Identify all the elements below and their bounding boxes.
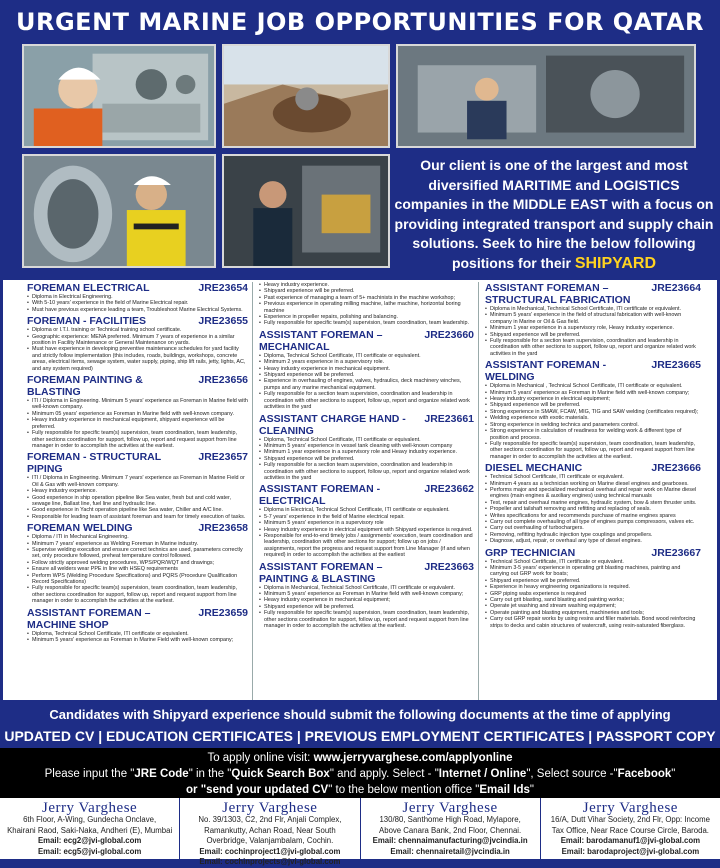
job-code: JRE23667 bbox=[651, 546, 701, 559]
office-email[interactable]: Email: chennaimanufacturing@jvcindia.in bbox=[372, 836, 528, 845]
requirement-item: • Strong experience in SMAW, FCAW, MIG, TIG and SAW welding (certificates required); bbox=[485, 409, 701, 415]
job-requirements bbox=[27, 398, 248, 449]
requirement-item: • Minimum 5 years' experience as Foreman in Marine Field with well-known company; bbox=[27, 637, 248, 643]
requirement-item: • Diploma in Electrical Engineering. bbox=[27, 294, 248, 300]
job-title: FOREMAN WELDING bbox=[27, 522, 133, 535]
office-address: Ramankutty, Achan Road, Near South bbox=[204, 825, 336, 835]
requirement-item: • Shipyard experience will be preferred. bbox=[259, 456, 474, 462]
candidate-requirements bbox=[0, 700, 720, 748]
office-address: Khairani Raod, Saki-Naka, Andheri (E), Mumbai bbox=[7, 825, 173, 835]
job-code: JRE23666 bbox=[651, 462, 701, 475]
job-header bbox=[27, 374, 248, 398]
requirement-item: • Heavy industry experience. bbox=[259, 282, 474, 288]
brand-logo: Jerry Varghese bbox=[582, 800, 678, 816]
apply-url-link[interactable]: www.jerryvarghese.com/applyonline bbox=[313, 752, 513, 764]
requirement-item: • Minimum 05 years' experience as Foreman in Marine field with well-known company. bbox=[27, 411, 248, 417]
machinist-photo bbox=[222, 154, 390, 268]
job-listing bbox=[485, 282, 701, 357]
job-title: DIESEL MECHANIC bbox=[485, 462, 583, 475]
requirement-item: • Heavy industry experience in electrical equipment; bbox=[485, 396, 701, 402]
office-email[interactable]: Email: cochinprojects@jvi-global.com bbox=[199, 857, 341, 866]
requirement-item: • Minimum 2 years experience in a supervisory role. bbox=[259, 359, 474, 365]
job-column-1 bbox=[21, 282, 253, 700]
apply-text: " in the " bbox=[188, 768, 232, 780]
office-address: 6th Floor, A-Wing, Gundecha Onclave, bbox=[23, 815, 157, 824]
job-title: FOREMAN ELECTRICAL bbox=[27, 282, 150, 294]
job-requirements bbox=[259, 437, 474, 482]
job-requirements bbox=[27, 294, 248, 313]
requirement-item: • Diploma in Mechanical, Technical School Certificate, ITI certificate or equivalent. bbox=[259, 585, 474, 591]
job-listing bbox=[485, 547, 701, 629]
job-requirements bbox=[259, 507, 474, 558]
job-listing bbox=[27, 451, 248, 520]
job-title: FOREMAN PAINTING & BLASTING bbox=[27, 374, 143, 399]
job-header bbox=[259, 413, 474, 437]
requirement-item: • Heavy industry experience in mechanical equipment. bbox=[259, 366, 474, 372]
office-address: Above Canara Bank, 2nd Floor, Chennai. bbox=[379, 825, 522, 835]
job-requirements bbox=[485, 306, 701, 357]
job-header bbox=[27, 607, 248, 631]
requirement-item: • Minimum 4 years as a technician working on Marine diesel engines and gearboxes. bbox=[485, 481, 701, 487]
requirement-item: • GRP piping wabs experience is required bbox=[485, 591, 701, 597]
requirement-item: • Technical School Certificate, ITI certificate or equivalent. bbox=[485, 559, 701, 565]
requirement-item: • Minimum 5 years' experience as Foreman in Marine field with well-known company; bbox=[259, 591, 474, 597]
requirement-item: • Propeller and tailshaft removing and refitting and replacing of seals. bbox=[485, 506, 701, 512]
requirement-item: • Fully responsible for a section team supervision, coordination and leadership in coordination with other sections to support, follow up, report and organize related work activities in the yard bbox=[485, 338, 701, 357]
job-requirements bbox=[27, 631, 248, 644]
requirement-item: • Geographic experience: MENA preferred. Minimum 7 years of experience in a similar position in Facility Maintenance or General Maintenance on yards. bbox=[27, 334, 248, 347]
job-title: ASSISTANT CHARGE HAND - CLEANING bbox=[259, 412, 406, 437]
job-column-2 bbox=[253, 282, 479, 700]
office-cochin bbox=[180, 798, 360, 866]
job-listing bbox=[259, 561, 474, 630]
office-email[interactable]: Email: cochinproject1@jvi-global.com bbox=[199, 846, 341, 856]
requirement-item: • Fully responsible for specific team(s) supervision, team coordination, team leadership. bbox=[259, 320, 474, 326]
requirement-item: • Fully responsible for specific team(s) supervision, team coordination, team leadership, other sections coordination for support, follow up, report and request support from line manager in order to accomplish the activities at the earliest. bbox=[27, 585, 248, 604]
requirement-item: • Diploma, Technical School Certificate, ITI certificate or equivalent. bbox=[259, 437, 474, 443]
requirement-item: • Strong experience in welding technics and parameters control. bbox=[485, 422, 701, 428]
job-code: JRE23662 bbox=[424, 483, 474, 496]
apply-prefix: To apply online visit: bbox=[207, 752, 314, 764]
requirement-item: • Diploma in Mechanical, Technical School Certificate, ITI certificate or equivalent. bbox=[485, 306, 701, 312]
job-code: JRE23663 bbox=[424, 560, 474, 573]
requirement-item: • Minimum 1 year experience in a supervisory role and Heavy industry experience. bbox=[259, 449, 474, 455]
requirement-item: • Carry out complete overhauling of all type of engines pumps compressors, valves etc. bbox=[485, 519, 701, 525]
job-column-3 bbox=[479, 282, 705, 700]
apply-emph: or " bbox=[186, 784, 207, 796]
job-header bbox=[27, 451, 248, 475]
documents-list: UPDATED CV | EDUCATION CERTIFICATES | PREVIOUS EMPLOYMENT CERTIFICATES | PASSPORT COPY bbox=[4, 728, 716, 744]
job-requirements bbox=[485, 383, 701, 460]
requirement-item: • ITI / Diploma in Engineering. Minimum 5 years' experience as Foreman in Marine field with well-known company. bbox=[27, 398, 248, 411]
welder-outdoor-photo bbox=[222, 44, 390, 148]
job-header bbox=[485, 282, 701, 306]
job-title: ASSISTANT FOREMAN – STRUCTURAL FABRICATION bbox=[485, 282, 631, 306]
requirement-item: • Minimum 5 years' experience in the field of structural fabrication with well-known company in Marine or Oil & Gas field. bbox=[485, 312, 701, 325]
requirement-item: • Follow strictly approved welding procedures, WPS/PQR/WQT and drawings; bbox=[27, 560, 248, 566]
requirement-item: • ITI / Diploma in Engineering. Minimum 7 years' experience as Foreman in Marine Field or Oil & Gas with well-known company. bbox=[27, 475, 248, 488]
engineer-control-panel-photo bbox=[22, 44, 216, 148]
job-listing bbox=[259, 329, 474, 411]
requirement-item: • Minimum 3-5 years' experience in operating grit blasting machines, painting and carrying out GRP work for boats; bbox=[485, 565, 701, 578]
requirement-item: • Diploma or I.T.I. training or Technical training school certificate. bbox=[27, 327, 248, 333]
page-title: URGENT MARINE JOB OPPORTUNITIES FOR QATAR bbox=[16, 8, 704, 36]
job-listing bbox=[259, 413, 474, 482]
job-requirements bbox=[27, 327, 248, 372]
job-header bbox=[27, 522, 248, 534]
office-address: Overbridge, Valanjambalam, Cochin. bbox=[206, 836, 334, 845]
requirement-item: • Experience in overhauling of engines, valves, hydraulics, deck machinery winches, pumps and any marine mechanical equipment. bbox=[259, 378, 474, 391]
intro-text bbox=[392, 156, 716, 273]
intro-highlight: SHIPYARD bbox=[574, 254, 657, 272]
office-address: No. 39/1303, C2, 2nd Flr, Anjali Complex, bbox=[198, 815, 342, 824]
job-code: JRE23665 bbox=[651, 359, 701, 372]
requirement-item: • Minimum 5 years' experience in a supervisory role bbox=[259, 520, 474, 526]
job-title: ASSISTANT FOREMAN – MACHINE SHOP bbox=[27, 606, 151, 631]
apply-text: " bbox=[529, 784, 534, 796]
job-code: JRE23656 bbox=[198, 374, 248, 387]
requirement-item: • Fully responsible for specific team(s) supervision, team coordination, team leadership, other sections coordination for support, follow up, report and request support from line manager in order to accomplish the activities at the earliest. bbox=[485, 441, 701, 460]
job-header bbox=[485, 359, 701, 383]
requirement-item: • Heavy industry experience in mechanical equipment, shipyard experience will be preferred. bbox=[27, 417, 248, 430]
apply-text: " bbox=[671, 768, 676, 780]
job-listing bbox=[485, 359, 701, 460]
requirement-item: • Minimum 1 year experience in a supervisory role, Heavy industry experience. bbox=[485, 325, 701, 331]
job-code: JRE23659 bbox=[198, 606, 248, 619]
header-banner bbox=[0, 0, 720, 280]
requirement-item: • Shipyard experience will be preferred. bbox=[485, 402, 701, 408]
job-header bbox=[485, 547, 701, 559]
job-header bbox=[259, 561, 474, 585]
requirement-item: • Shipyard experience will be preferred. bbox=[259, 604, 474, 610]
apply-text: ", Select source -" bbox=[526, 768, 618, 780]
requirement-item: • Ensure all welders wear PPE in line with HSEQ requirements bbox=[27, 566, 248, 572]
job-code: JRE23661 bbox=[424, 412, 474, 425]
job-listing bbox=[27, 522, 248, 604]
job-requirements bbox=[27, 534, 248, 604]
requirement-item: • Diploma, Technical School Certificate, ITI certificate or equivalent. bbox=[259, 353, 474, 359]
job-listing bbox=[259, 282, 474, 327]
job-title: ASSISTANT FOREMAN - ELECTRICAL bbox=[259, 483, 381, 508]
requirement-item: • Minimum 5 years' experience as Foreman in Marine field with well-known company; bbox=[485, 390, 701, 396]
requirement-item: • Operate jet washing and stream washing equipment; bbox=[485, 603, 701, 609]
requirement-item: • Shipyard experience will be preferred. bbox=[259, 372, 474, 378]
job-code: JRE23658 bbox=[198, 522, 248, 535]
requirement-item: • Fully responsible for a section team supervision, coordination and leadership in coordination with other sections to support, follow up, report and organize related work activities in the yard bbox=[259, 391, 474, 410]
requirement-item: • Operate painting and blasting equipment, machineries and tools; bbox=[485, 610, 701, 616]
apply-instructions bbox=[0, 748, 720, 798]
requirement-item: • Fully responsible for specific team(s) supervision, team coordination, team leadership, other sections coordination for support, follow up, report and request support from line manager in order to accomplish the activities at the earliest. bbox=[27, 430, 248, 449]
job-code: JRE23657 bbox=[198, 451, 248, 464]
job-listing bbox=[27, 315, 248, 372]
job-listing bbox=[27, 607, 248, 644]
office-email[interactable]: Email: barodaproject@jvi-global.com bbox=[561, 846, 700, 856]
office-address: 130/80, Santhome High Road, Mylapore, bbox=[379, 815, 521, 824]
office-address: Tax Office, Near Race Course Circle, Baroda. bbox=[551, 825, 709, 835]
requirement-item: • Supervise welding execution and ensure correct technics are used, parameters correctly set, only procedure followed, preheat temperature control followed. bbox=[27, 547, 248, 560]
office-chennai bbox=[361, 798, 541, 859]
job-code: JRE23654 bbox=[198, 282, 248, 294]
requirement-item: • Diploma in Mechanical , Technical School Certificate, ITI certificate or equivalent. bbox=[485, 383, 701, 389]
apply-emph: Quick Search Box bbox=[231, 768, 330, 780]
requirement-item: • Carry out GRP repair works by using resins and filler materials. Bond wood reinforcing strips to decks and cabin structures of watercraft, using resin-saturated fiberglass. bbox=[485, 616, 701, 629]
job-title: GRP TECHNICIAN bbox=[485, 546, 576, 559]
requirement-item: • Diploma / ITI in Mechanical Engineering. bbox=[27, 534, 248, 540]
intro-body: Our client is one of the largest and most diversified MARITIME and LOGISTICS companies in the MIDDLE EAST with a focus on providing integrated transport and supply chain solutions. Seek to hire the below following positions for their bbox=[394, 157, 714, 271]
requirement-item: • Carry out grit blasting, sand blasting and painting works; bbox=[485, 597, 701, 603]
apply-text: " and apply. Select - " bbox=[329, 768, 439, 780]
requirement-item: • Shipyard experience will be preferred. bbox=[259, 288, 474, 294]
requirement-item: • Must have experience in developing preventive maintenance schedules for yard facility and strictly follow implementation (this includes, roads, buildings, workshops, concrete areas, electrical items, sewage system, water supply, piping, ship lift rails, jetty, lights, AC, and any system required) bbox=[27, 346, 248, 372]
requirement-item: • Past experience of managing a team of 5+ machinists in the machine workshop; bbox=[259, 295, 474, 301]
job-code: JRE23655 bbox=[198, 315, 248, 328]
office-address: 16/A, Dutt Vihar Society, 2nd Flr, Opp: Income bbox=[550, 815, 710, 824]
office-email[interactable]: Email: ecg5@jvi-global.com bbox=[37, 846, 142, 856]
job-listing bbox=[485, 462, 701, 544]
job-header bbox=[259, 483, 474, 507]
requirement-item: • Fully responsible for a section team supervision, coordination and leadership in coordination with other sections to support, follow up, report and organize related work activities in the yard bbox=[259, 462, 474, 481]
requirement-item: • Minimum 5 years' experience in vessel tank cleaning with well-known company bbox=[259, 443, 474, 449]
requirement-item: • Test, repair and overhaul marine engines, hydraulic system, bow & stern thruster units. bbox=[485, 500, 701, 506]
office-email[interactable]: Email: barodamanuf1@jvi-global.com bbox=[560, 836, 701, 845]
brand-logo: Jerry Varghese bbox=[42, 800, 138, 816]
job-title: ASSISTANT FOREMAN - WELDING bbox=[485, 359, 607, 384]
job-header bbox=[485, 462, 701, 474]
apply-emph: send your updated CV bbox=[206, 784, 329, 796]
requirement-item: • With 5-10 years' experience in the field of Marine Electrical repair. bbox=[27, 300, 248, 306]
job-header bbox=[27, 282, 248, 294]
requirement-item: • Writes specifications for and recommends purchase of marine engines spares bbox=[485, 513, 701, 519]
apply-emph: Email Ids bbox=[479, 784, 530, 796]
office-email[interactable]: Email: chennairetail@jvcindia.in bbox=[390, 846, 510, 856]
office-mumbai bbox=[0, 798, 180, 859]
requirement-item: • Strong experience in calculation of readiness for welding work & different type of position and process. bbox=[485, 428, 701, 441]
job-title: FOREMAN - STRUCTURAL PIPING bbox=[27, 451, 161, 476]
job-listing bbox=[27, 282, 248, 313]
requirement-item: • Removing, refitting hydraulic injection type couplings and propellers. bbox=[485, 532, 701, 538]
requirement-item: • Technical School Certificate, ITI certificate or equivalent. bbox=[485, 474, 701, 480]
job-header bbox=[27, 315, 248, 327]
brand-logo: Jerry Varghese bbox=[222, 800, 318, 816]
job-requirements bbox=[27, 475, 248, 520]
job-listing bbox=[259, 483, 474, 558]
requirement-item: • Heavy industry experience in electrical equipment with Shipyard experience is required. bbox=[259, 527, 474, 533]
requirement-item: • Experience in heavy engineering organizations is required. bbox=[485, 584, 701, 590]
office-email[interactable]: Email: ecg2@jvi-global.com bbox=[37, 836, 142, 845]
requirement-item: • Experience in propeller repairs, polishing and balancing. bbox=[259, 314, 474, 320]
job-code: JRE23660 bbox=[424, 328, 474, 341]
requirement-item: • Diploma, Technical School Certificate, ITI certificate or equivalent. bbox=[27, 631, 248, 637]
job-requirements bbox=[485, 474, 701, 544]
apply-text: " to the below mention office " bbox=[328, 784, 480, 796]
requirement-item: • Must have previous experience leading a team, Troubleshoot Marine Electrical Systems. bbox=[27, 307, 248, 313]
job-requirements bbox=[259, 282, 474, 327]
apply-emph: Facebook bbox=[617, 768, 672, 780]
job-code: JRE23664 bbox=[651, 282, 701, 294]
requirement-item: • Minimum 7 years' experience as Welding Foreman in Marine industry. bbox=[27, 541, 248, 547]
job-title: FOREMAN - FACILITIES bbox=[27, 315, 146, 328]
job-requirements bbox=[259, 585, 474, 630]
requirement-item: • Good experience in Yacht operation pipeline like Sea water, Chiller and A/C line. bbox=[27, 507, 248, 513]
requirement-item: • Diploma in Electrical, Technical School Certificate, ITI certificate or equivalent. bbox=[259, 507, 474, 513]
job-title: ASSISTANT FOREMAN – MECHANICAL bbox=[259, 328, 383, 353]
requirement-item: • Diagnose, adjust, repair, or overhaul any type of diesel engines. bbox=[485, 538, 701, 544]
requirement-item: • Responsible for leading team of assistant foreman and team for timely execution of tasks. bbox=[27, 514, 248, 520]
requirement-item: • Heavy industry experience. bbox=[27, 488, 248, 494]
requirement-item: • Shipyard experience will be preferred. bbox=[485, 578, 701, 584]
engine-mechanic-photo bbox=[396, 44, 696, 148]
requirement-item: • Welding experience with exotic materials. bbox=[485, 415, 701, 421]
requirement-item: • Previous experience in operating milling machine, lathe machine, horizontal boring machine bbox=[259, 301, 474, 314]
office-addresses bbox=[0, 798, 720, 866]
apply-emph: JRE Code bbox=[134, 768, 189, 780]
job-header bbox=[259, 329, 474, 353]
requirement-item: • Carry out overhauling of turbochargers. bbox=[485, 525, 701, 531]
requirement-item: • 5-7 years' experience in the field of Marine electrical repair. bbox=[259, 514, 474, 520]
requirement-item: • Responsible for end-to-end timely jobs / assignments' execution, team coordination and leadership, coordination with other sections for support; follow up on jobs / assignments, report the progress and request support from Line Manager (if and when required) in order to accomplish the activities at the earliest bbox=[259, 533, 474, 559]
pipe-welder-photo bbox=[22, 154, 216, 268]
requirement-item: • Fully responsible for specific team(s) supervision, team coordination, team leadership, other sections coordination for support, follow up, report and request support from line manager in order to accomplish the activities at the earliest. bbox=[259, 610, 474, 629]
job-listing bbox=[27, 374, 248, 449]
candidate-line-1: Candidates with Shipyard experience should submit the following documents at the time of applying bbox=[49, 707, 671, 722]
brand-logo: Jerry Varghese bbox=[402, 800, 498, 816]
apply-emph: Internet / Online bbox=[438, 768, 527, 780]
requirement-item: • Shipyard experience will be preferred. bbox=[485, 332, 701, 338]
job-listings bbox=[0, 280, 720, 700]
job-requirements bbox=[485, 559, 701, 629]
job-title: ASSISTANT FOREMAN – PAINTING & BLASTING bbox=[259, 560, 383, 585]
requirement-item: • Perform WPS (Welding Procedure Specifications) and PQRS (Procedure Qualification Record Specifications) bbox=[27, 573, 248, 586]
requirement-item: • Good experience in ship operation pipeline like Sea water, fresh but and cold water, sewage line, Ballast line, fuel line and hydraulic line. bbox=[27, 495, 248, 508]
apply-text: Please input the " bbox=[44, 768, 135, 780]
job-requirements bbox=[259, 353, 474, 411]
office-baroda bbox=[541, 798, 720, 859]
requirement-item: • Performs major and specialized mechanical overhaul and repair work on Marine diesel engines (main engines & auxiliary engines) using technical manuals bbox=[485, 487, 701, 500]
requirement-item: • Heavy industry experience in mechanical equipment; bbox=[259, 597, 474, 603]
